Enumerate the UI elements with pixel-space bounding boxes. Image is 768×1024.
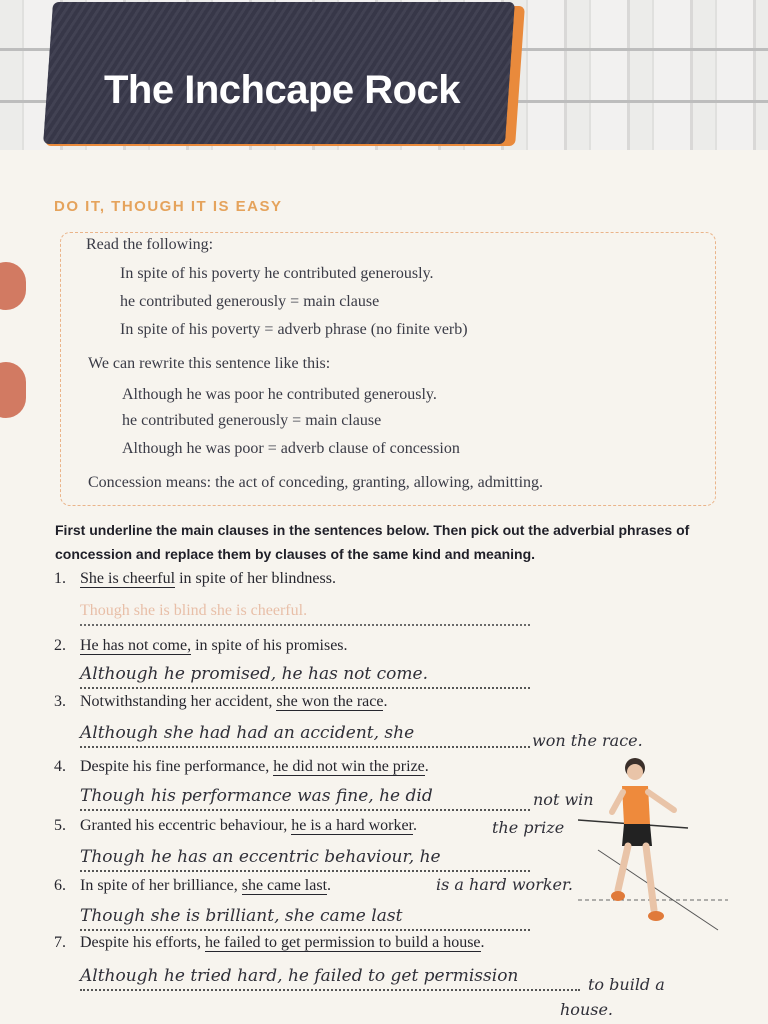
answer-continuation: to build a [588, 975, 665, 994]
main-clause: She is cheerful [80, 570, 176, 587]
info-line: We can rewrite this sentence like this: [88, 355, 331, 372]
main-clause: He has not come, [80, 637, 192, 654]
answer-line-2[interactable]: Although he promised, he has not come. [80, 663, 530, 689]
info-line: Read the following: [86, 236, 214, 253]
runner-illustration [578, 750, 728, 950]
question-1: 1. She is cheerful in spite of her blindness. [54, 570, 336, 587]
answer-continuation: won the race. [532, 731, 643, 750]
section-heading: DO IT, THOUGH IT IS EASY [54, 198, 283, 215]
runner-arm [612, 792, 623, 812]
question-4: 4. Despite his fine performance, he did not win the prize. [54, 758, 429, 775]
question-7: 7. Despite his efforts, he failed to get permission to build a house. [54, 934, 485, 951]
finger [0, 362, 26, 418]
info-line: In spite of his poverty he contributed generously. [120, 265, 434, 282]
info-line: Although he was poor he contributed generously. [122, 386, 437, 403]
runner-shoe [611, 891, 625, 901]
info-line: Although he was poor = adverb clause of concession [122, 440, 460, 457]
answer-line-5[interactable]: Though he has an eccentric behaviour, he [80, 846, 530, 872]
info-line: he contributed generously = main clause [122, 412, 382, 429]
answer-continuation: is a hard worker. [436, 875, 573, 894]
info-line: In spite of his poverty = adverb phrase (no finite verb) [120, 321, 468, 338]
answer-continuation: not win [533, 790, 594, 809]
runner-leg [618, 846, 628, 890]
answer-line-3[interactable]: Although she had had an accident, she [80, 722, 530, 748]
question-3: 3. Notwithstanding her accident, she won the race. [54, 693, 388, 710]
answer-continuation: house. [560, 1000, 614, 1019]
runner-shorts [622, 824, 652, 846]
answer-continuation: the prize [492, 818, 565, 837]
main-clause: he did not win the prize [273, 758, 425, 775]
runner-face [627, 764, 643, 780]
main-clause: she won the race [276, 693, 384, 710]
info-line: Concession means: the act of conceding, granting, allowing, admitting. [88, 474, 544, 491]
answer-line-6[interactable]: Though she is brilliant, she came last [80, 905, 530, 931]
answer-line-4[interactable]: Though his performance was fine, he did [80, 785, 530, 811]
runner-shoe [648, 911, 664, 921]
question-6: 6. In spite of her brilliance, she came last. [54, 877, 332, 894]
thumb [0, 262, 26, 310]
runner-arm [648, 792, 674, 810]
page-title: The Inchcape Rock [104, 68, 461, 112]
main-clause: she came last [241, 877, 328, 894]
question-5: 5. Granted his eccentric behaviour, he is a hard worker. [54, 817, 417, 834]
main-clause: he is a hard worker [291, 817, 413, 834]
runner-leg [646, 846, 654, 910]
answer-line-7[interactable]: Although he tried hard, he failed to get permission [80, 965, 580, 991]
exercise-instruction: First underline the main clauses in the sentences below. Then pick out the adverbial phrases of concession and replace them by clauses of the same kind and meaning. [55, 522, 690, 562]
answer-line-1[interactable]: Though she is blind she is cheerful. [80, 600, 530, 626]
question-2: 2. He has not come, in spite of his promises. [54, 637, 348, 654]
main-clause: he failed to get permission to build a house [205, 934, 481, 951]
info-line: he contributed generously = main clause [120, 293, 380, 310]
